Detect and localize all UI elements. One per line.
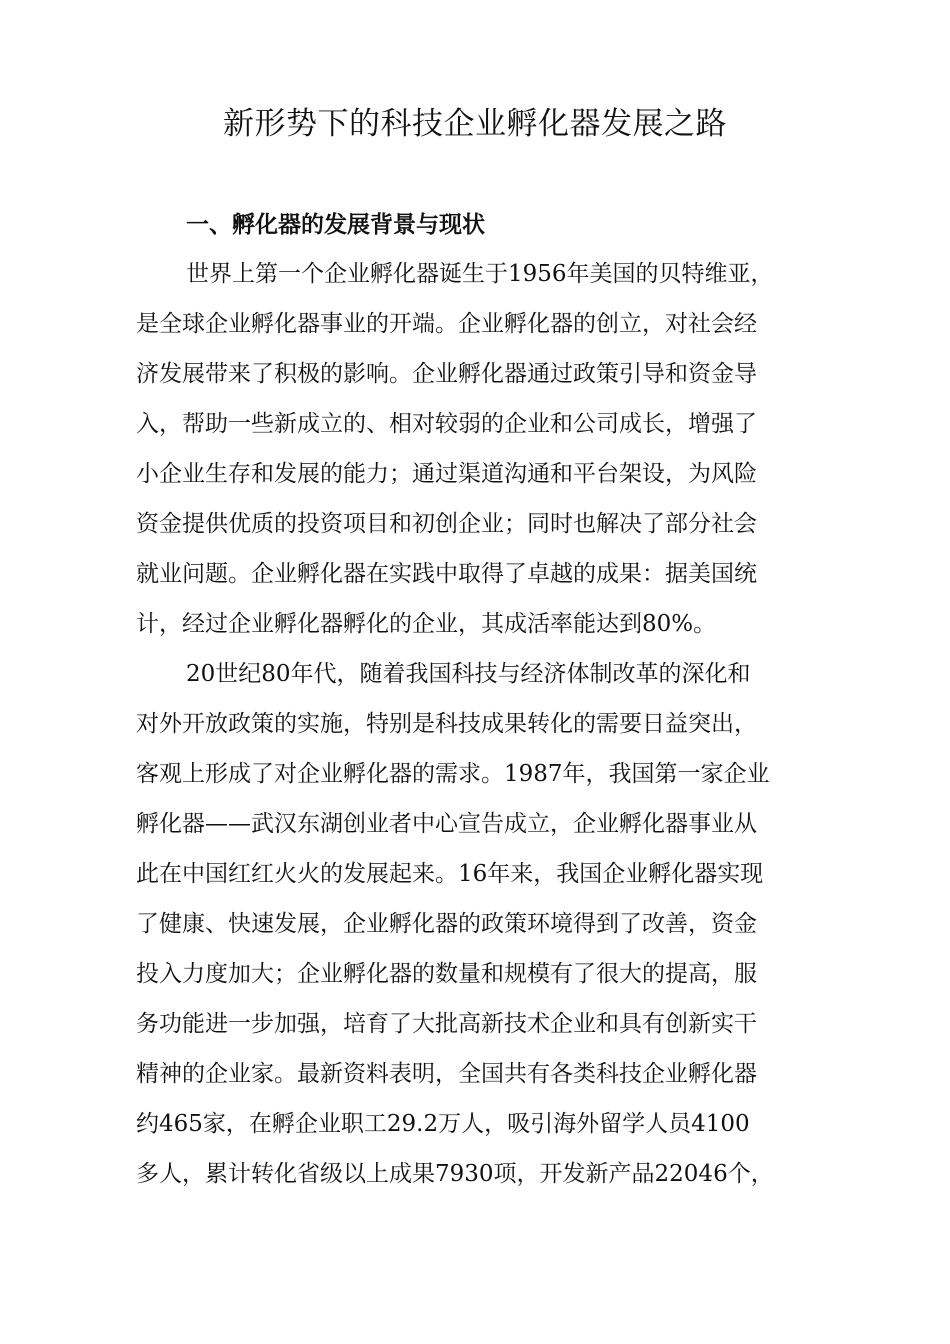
paragraph-line: 此在中国红红火火的发展起来。16年来，我国企业孵化器实现 [136,861,764,887]
paragraph-line: 投入力度加大；企业孵化器的数量和规模有了很大的提高，服 [136,961,757,987]
paragraph-line: 约465家，在孵企业职工29.2万人，吸引海外留学人员4100 [136,1111,750,1137]
paragraph-line: 了健康、快速发展，企业孵化器的政策环境得到了改善，资金 [136,911,757,937]
paragraph-line: 客观上形成了对企业孵化器的需求。1987年，我国第一家企业 [136,761,770,787]
paragraph-line: 20世纪80年代，随着我国科技与经济体制改革的深化和 [186,661,751,687]
paragraph-line: 计，经过企业孵化器孵化的企业，其成活率能达到80%。 [136,611,717,637]
paragraph-line: 多人，累计转化省级以上成果7930项，开发新产品22046个， [136,1161,774,1187]
paragraph-line: 孵化器——武汉东湖创业者中心宣告成立，企业孵化器事业从 [136,811,757,837]
paragraph-line: 世界上第一个企业孵化器诞生于1956年美国的贝特维亚， [186,261,774,287]
paragraph-line: 务功能进一步加强，培育了大批高新技术企业和具有创新实干 [136,1011,757,1037]
paragraph-line: 入，帮助一些新成立的、相对较弱的企业和公司成长，增强了 [136,411,757,437]
paragraph-line: 资金提供优质的投资项目和初创企业；同时也解决了部分社会 [136,511,757,537]
paragraph-line: 精神的企业家。最新资料表明，全国共有各类科技企业孵化器 [136,1061,757,1087]
document-title: 新形势下的科技企业孵化器发展之路 [223,106,727,142]
paragraph-line: 小企业生存和发展的能力；通过渠道沟通和平台架设，为风险 [136,461,757,487]
paragraph-line: 济发展带来了积极的影响。企业孵化器通过政策引导和资金导 [136,361,757,387]
paragraph-line: 就业问题。企业孵化器在实践中取得了卓越的成果：据美国统 [136,561,757,587]
paragraph-line: 对外开放政策的实施，特别是科技成果转化的需要日益突出， [136,711,757,737]
paragraph-line: 是全球企业孵化器事业的开端。企业孵化器的创立，对社会经 [136,311,757,337]
section-heading: 一、孵化器的发展背景与现状 [186,212,485,238]
